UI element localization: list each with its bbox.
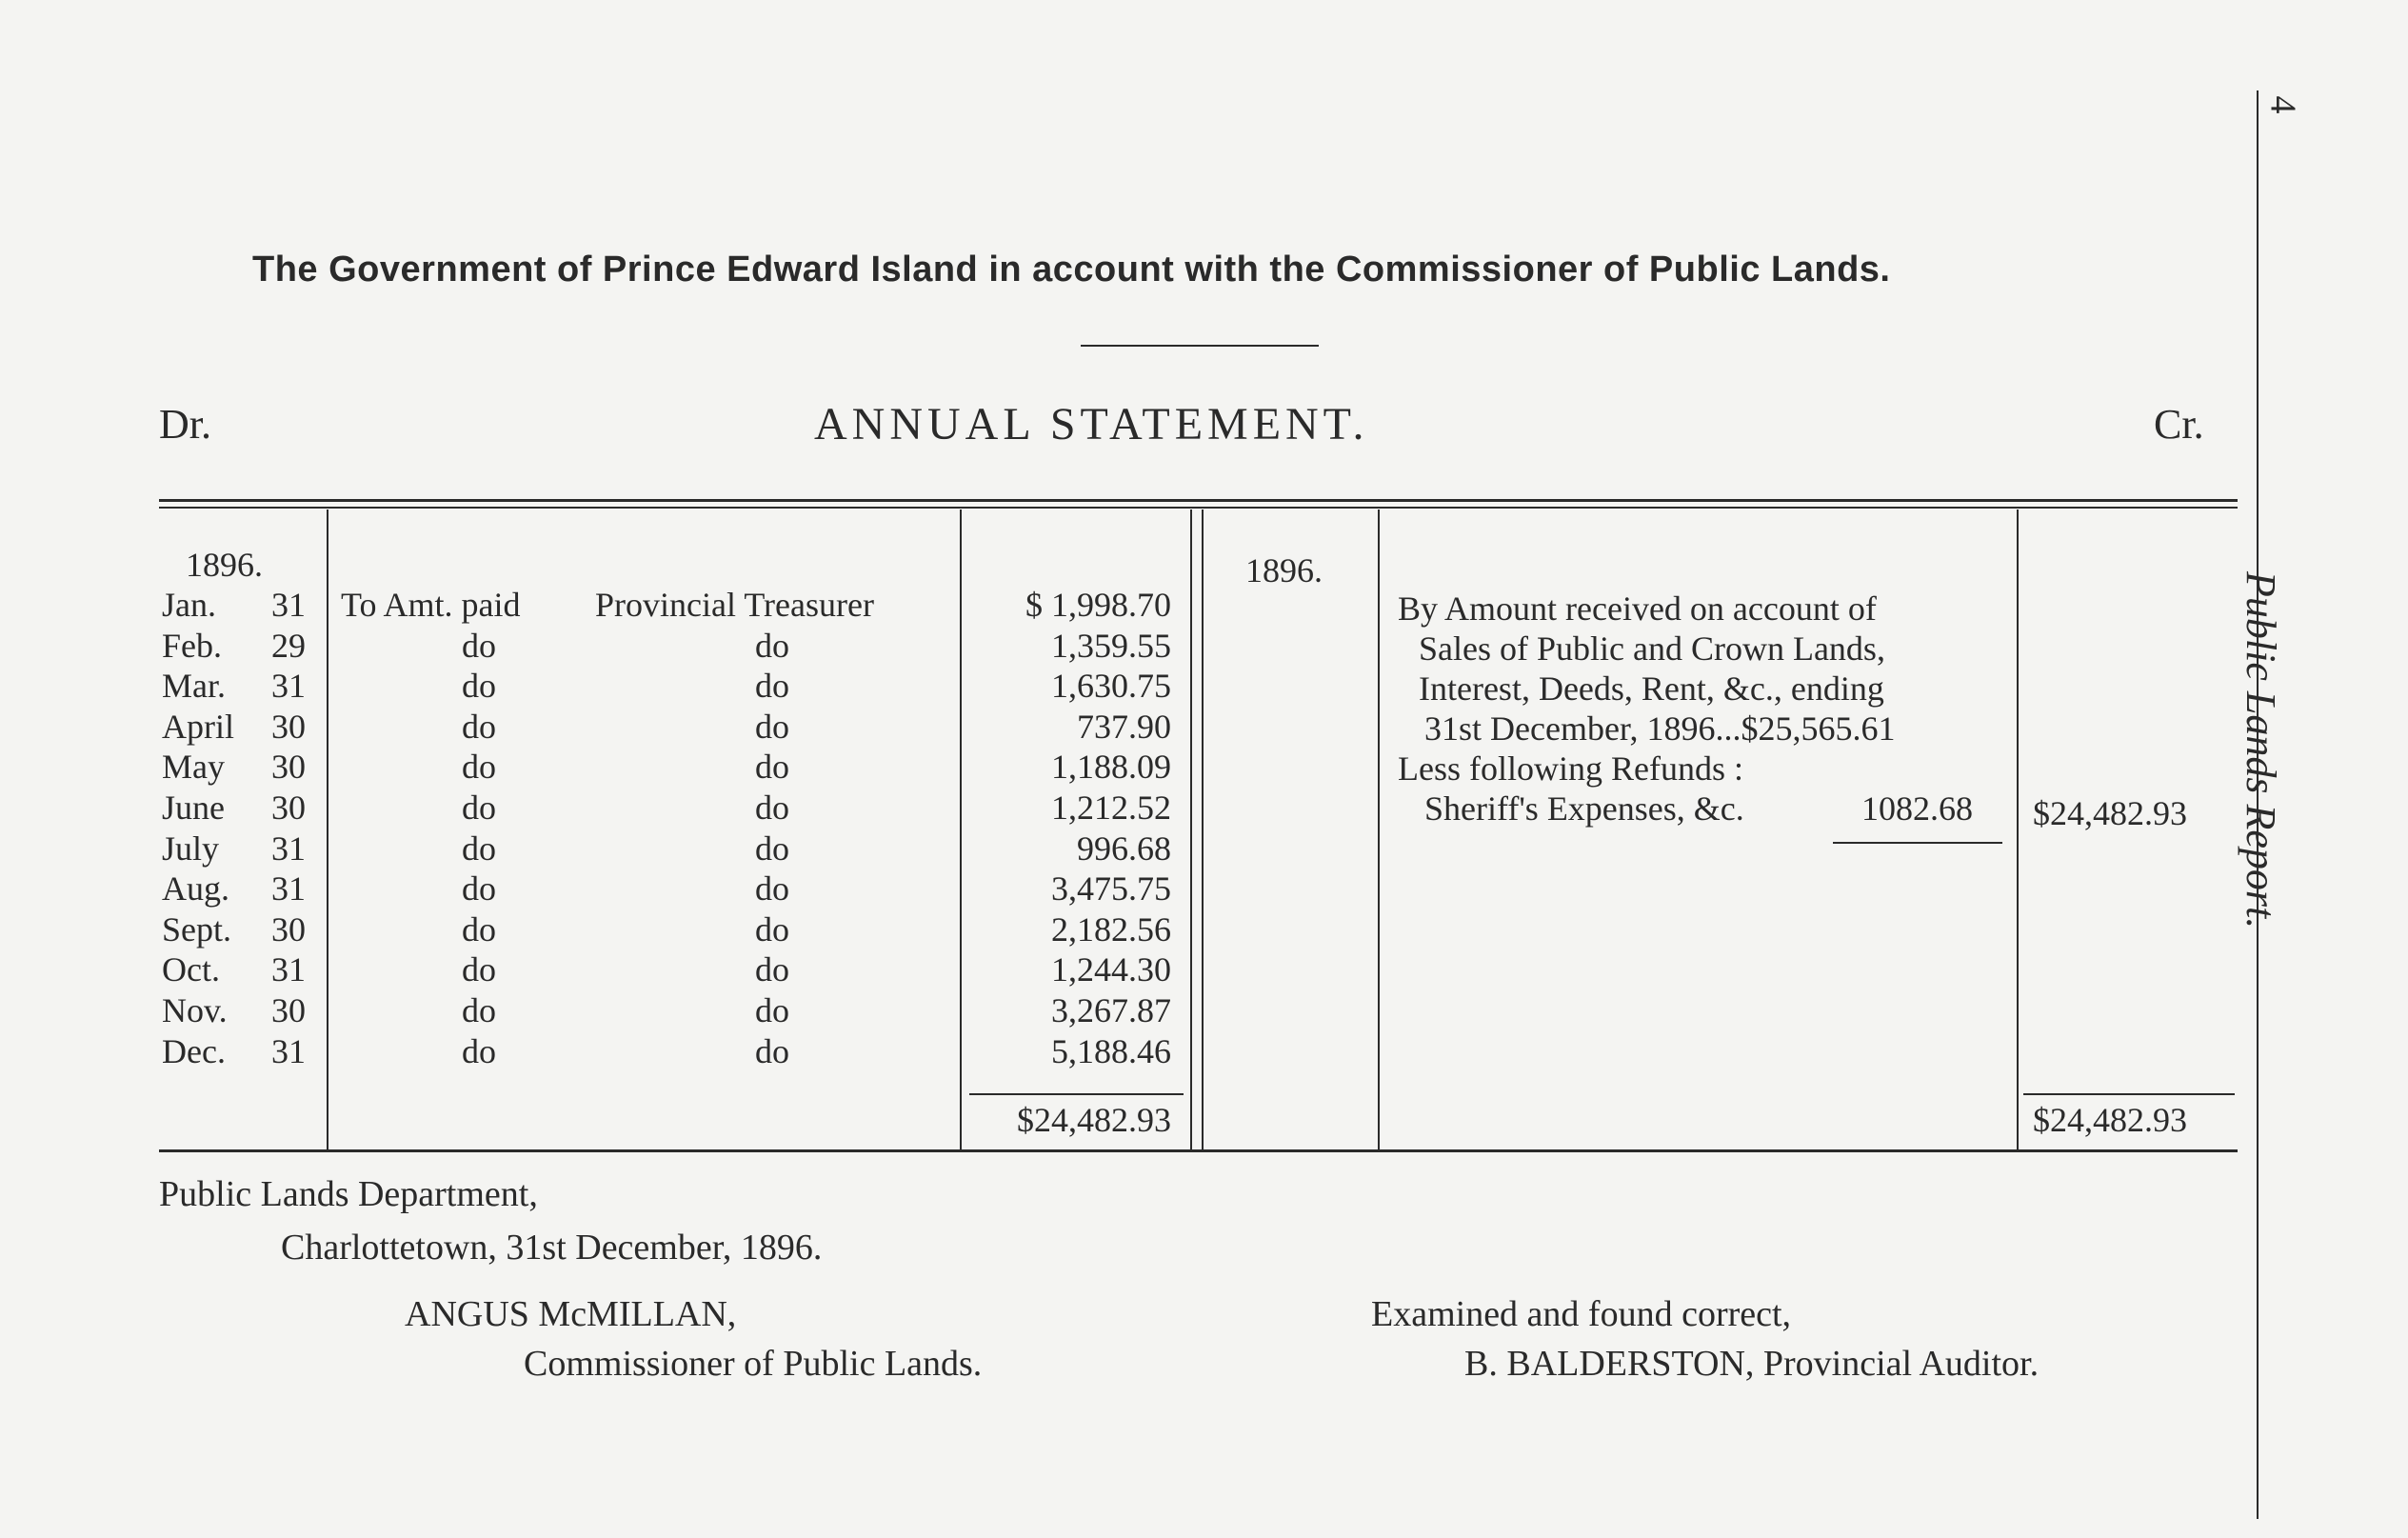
examined-note: Examined and found correct, [1371,1294,1792,1334]
debit-month: Jan. [162,586,216,624]
debit-desc2: do [755,789,789,827]
debit-desc2: do [755,626,789,665]
dr-label: Dr. [159,401,211,448]
debit-amount: 2,182.56 [1051,909,1171,949]
debit-day: 30 [271,748,306,787]
col-divider-credit-date [1378,509,1380,1149]
annual-statement-heading: ANNUAL STATEMENT. [814,399,1369,449]
debit-day: 31 [271,829,306,868]
debit-month: June [162,789,225,827]
debit-total: $24,482.93 [1017,1101,1171,1139]
credit-line-3: Interest, Deeds, Rent, &c., ending [1419,669,1884,708]
dept-line-2: Charlottetown, 31st December, 1896. [281,1228,823,1268]
table-top-rule [159,499,2238,502]
debit-day: 31 [271,950,306,989]
debit-desc2: do [755,909,789,949]
debit-day: 30 [271,991,306,1029]
cr-label: Cr. [2154,401,2204,448]
debit-desc2: Provincial Treasurer [595,586,874,624]
table-bottom-rule [159,1149,2238,1152]
debit-desc2: do [755,829,789,868]
debit-desc: To Amt. paid [341,586,521,624]
refund-label: Sheriff's Expenses, &c. [1424,789,1744,828]
credit-line-1: By Amount received on account of [1398,589,1877,628]
debit-desc2: do [755,748,789,787]
debit-desc2: do [755,707,789,746]
commissioner-title: Commissioner of Public Lands. [524,1344,983,1384]
document-title: The Government of Prince Edward Island in account with the Commissioner of Public Lands. [252,250,1891,290]
debit-amount: 1,359.55 [1051,626,1171,665]
debit-desc2: do [755,869,789,909]
credit-total-rule [2023,1093,2235,1095]
debit-desc2: do [755,950,789,989]
debit-amount: 5,188.46 [1051,1031,1171,1070]
commissioner-name: ANGUS McMILLAN, [405,1294,737,1334]
refund-rule [1833,842,2002,844]
refund-amount: 1082.68 [1861,789,1973,828]
debit-desc: do [462,707,496,746]
debit-month: Sept. [162,909,232,949]
debit-month: Feb. [162,626,222,665]
debit-month: Oct. [162,950,220,989]
debit-desc: do [462,667,496,706]
debit-day: 31 [271,1031,306,1070]
debit-amount: $ 1,998.70 [1025,586,1171,624]
debit-amount: 3,475.75 [1051,869,1171,909]
debit-amount: 1,630.75 [1051,667,1171,706]
page-number: 4 [2262,95,2303,114]
debit-month: Mar. [162,667,226,706]
debit-day: 31 [271,869,306,909]
debit-amount: 1,244.30 [1051,950,1171,989]
col-divider-amount-2 [1202,509,1204,1149]
debit-desc: do [462,991,496,1029]
credit-line-2: Sales of Public and Crown Lands, [1419,629,1885,668]
debit-day: 31 [271,667,306,706]
debit-day: 30 [271,707,306,746]
col-divider-amount [1190,509,1192,1149]
title-rule [1081,345,1319,347]
debit-desc: do [462,1031,496,1070]
debit-year: 1896. [186,546,263,584]
col-divider-credit-amount [2017,509,2019,1149]
debit-amount: 996.68 [1077,829,1171,868]
debit-amount: 3,267.87 [1051,991,1171,1029]
debit-desc: do [462,869,496,909]
debit-desc: do [462,829,496,868]
auditor-name: B. BALDERSTON, Provincial Auditor. [1464,1344,2040,1384]
debit-desc: do [462,789,496,827]
credit-total: $24,482.93 [2033,1101,2187,1139]
debit-month: April [162,707,234,746]
debit-day: 30 [271,909,306,949]
credit-line-5: Less following Refunds : [1398,749,1743,788]
debit-desc: do [462,626,496,665]
debit-month: Nov. [162,991,228,1029]
credit-net-amount: $24,482.93 [2033,794,2187,832]
col-divider-date [327,509,328,1149]
debit-amount: 1,188.09 [1051,748,1171,787]
debit-month: July [162,829,220,868]
debit-day: 31 [271,586,306,624]
debit-desc: do [462,950,496,989]
debit-month: May [162,748,225,787]
debit-amount: 1,212.52 [1051,789,1171,827]
debit-day: 30 [271,789,306,827]
credit-line-4: 31st December, 1896...$25,565.61 [1424,709,1896,748]
credit-year: 1896. [1245,551,1323,589]
debit-desc2: do [755,667,789,706]
debit-desc: do [462,748,496,787]
debit-total-rule [969,1093,1184,1095]
side-label: Public Lands Report. [2238,571,2284,929]
debit-desc2: do [755,991,789,1029]
debit-month: Aug. [162,869,229,909]
dept-line-1: Public Lands Department, [159,1174,538,1214]
debit-amount: 737.90 [1077,707,1171,746]
debit-desc2: do [755,1031,789,1070]
debit-day: 29 [271,626,306,665]
debit-month: Dec. [162,1031,226,1070]
table-top-rule-2 [159,507,2238,509]
debit-desc: do [462,909,496,949]
